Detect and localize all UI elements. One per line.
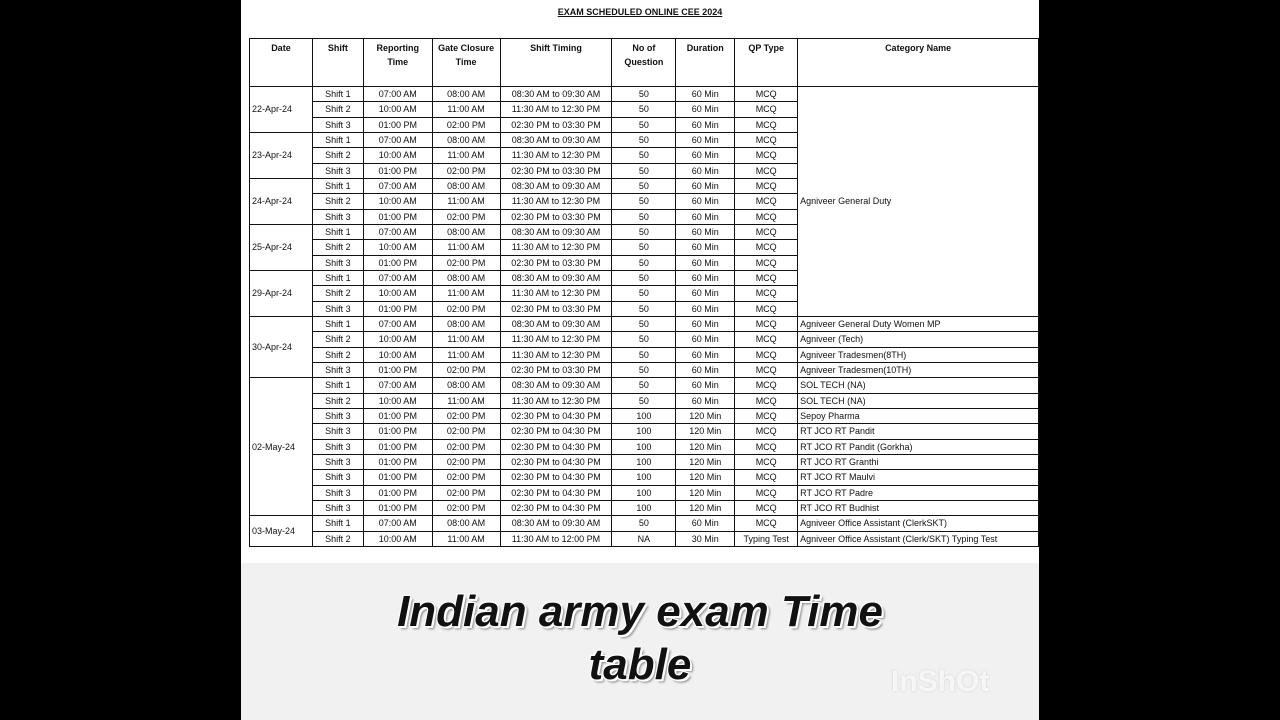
category-name-cell: Agniveer Office Assistant (ClerkSKT) — [798, 516, 1039, 531]
shift-cell: Shift 3 — [312, 439, 363, 454]
reporting-time-cell: 07:00 AM — [363, 316, 432, 331]
shift-cell: Shift 1 — [312, 316, 363, 331]
category-name-cell: RT JCO RT Pandit — [798, 424, 1039, 439]
reporting-time-cell: 10:00 AM — [363, 148, 432, 163]
reporting-time-cell: 01:00 PM — [363, 408, 432, 423]
gate-closure-time-cell: 02:00 PM — [432, 454, 500, 469]
duration-cell: 120 Min — [676, 454, 735, 469]
reporting-time-cell: 01:00 PM — [363, 454, 432, 469]
shift-timing-cell: 08:30 AM to 09:30 AM — [500, 378, 612, 393]
gate-closure-time-cell: 02:00 PM — [432, 117, 500, 132]
column-header: Gate Closure Time — [432, 39, 500, 87]
reporting-time-cell: 01:00 PM — [363, 485, 432, 500]
category-name-cell: Agniveer (Tech) — [798, 332, 1039, 347]
shift-cell: Shift 3 — [312, 454, 363, 469]
qp-type-cell: MCQ — [735, 454, 798, 469]
qp-type-cell: MCQ — [735, 102, 798, 117]
reporting-time-cell: 10:00 AM — [363, 332, 432, 347]
no-of-question-cell: 50 — [612, 87, 676, 102]
table-row — [250, 424, 1039, 439]
shift-cell: Shift 3 — [312, 362, 363, 377]
gate-closure-time-cell: 08:00 AM — [432, 516, 500, 531]
duration-cell: 120 Min — [676, 500, 735, 515]
shift-cell: Shift 3 — [312, 408, 363, 423]
no-of-question-cell: 100 — [612, 439, 676, 454]
shift-timing-cell: 02:30 PM to 04:30 PM — [500, 439, 612, 454]
gate-closure-time-cell: 02:00 PM — [432, 209, 500, 224]
no-of-question-cell: 50 — [612, 102, 676, 117]
date-cell: 29-Apr-24 — [250, 270, 313, 316]
qp-type-cell: MCQ — [735, 516, 798, 531]
duration-cell: 60 Min — [676, 270, 735, 285]
reporting-time-cell: 01:00 PM — [363, 362, 432, 377]
shift-timing-cell: 11:30 AM to 12:30 PM — [500, 332, 612, 347]
duration-cell: 60 Min — [676, 255, 735, 270]
qp-type-cell: Typing Test — [735, 531, 798, 546]
table-row — [250, 516, 1039, 531]
gate-closure-time-cell: 08:00 AM — [432, 316, 500, 331]
shift-cell: Shift 1 — [312, 132, 363, 147]
shift-timing-cell: 11:30 AM to 12:30 PM — [500, 240, 612, 255]
shift-cell: Shift 1 — [312, 516, 363, 531]
qp-type-cell: MCQ — [735, 255, 798, 270]
shift-cell: Shift 2 — [312, 240, 363, 255]
shift-cell: Shift 1 — [312, 378, 363, 393]
inshot-watermark: InShOt — [891, 665, 990, 698]
no-of-question-cell: 50 — [612, 255, 676, 270]
duration-cell: 60 Min — [676, 148, 735, 163]
reporting-time-cell: 01:00 PM — [363, 117, 432, 132]
shift-cell: Shift 3 — [312, 500, 363, 515]
reporting-time-cell: 07:00 AM — [363, 270, 432, 285]
gate-closure-time-cell: 08:00 AM — [432, 132, 500, 147]
caption-line-1: Indian army exam Time — [397, 587, 883, 636]
table-row — [250, 454, 1039, 469]
reporting-time-cell: 10:00 AM — [363, 286, 432, 301]
gate-closure-time-cell: 02:00 PM — [432, 470, 500, 485]
shift-timing-cell: 08:30 AM to 09:30 AM — [500, 316, 612, 331]
qp-type-cell: MCQ — [735, 332, 798, 347]
duration-cell: 30 Min — [676, 531, 735, 546]
column-header: No of Question — [612, 39, 676, 87]
reporting-time-cell: 07:00 AM — [363, 178, 432, 193]
qp-type-cell: MCQ — [735, 117, 798, 132]
shift-timing-cell: 11:30 AM to 12:30 PM — [500, 286, 612, 301]
shift-timing-cell: 02:30 PM to 03:30 PM — [500, 117, 612, 132]
date-cell: 03-May-24 — [250, 516, 313, 547]
qp-type-cell: MCQ — [735, 393, 798, 408]
category-name-cell: SOL TECH (NA) — [798, 378, 1039, 393]
gate-closure-time-cell: 11:00 AM — [432, 531, 500, 546]
reporting-time-cell: 10:00 AM — [363, 194, 432, 209]
qp-type-cell: MCQ — [735, 209, 798, 224]
no-of-question-cell: 50 — [612, 516, 676, 531]
category-name-cell: Sepoy Pharma — [798, 408, 1039, 423]
duration-cell: 60 Min — [676, 332, 735, 347]
gate-closure-time-cell: 02:00 PM — [432, 485, 500, 500]
table-row — [250, 316, 1039, 331]
duration-cell: 60 Min — [676, 132, 735, 147]
no-of-question-cell: 50 — [612, 178, 676, 193]
shift-timing-cell: 02:30 PM to 04:30 PM — [500, 408, 612, 423]
duration-cell: 60 Min — [676, 516, 735, 531]
reporting-time-cell: 07:00 AM — [363, 87, 432, 102]
gate-closure-time-cell: 02:00 PM — [432, 163, 500, 178]
duration-cell: 60 Min — [676, 117, 735, 132]
category-name-cell: RT JCO RT Budhist — [798, 500, 1039, 515]
reporting-time-cell: 07:00 AM — [363, 516, 432, 531]
qp-type-cell: MCQ — [735, 424, 798, 439]
reporting-time-cell: 01:00 PM — [363, 439, 432, 454]
duration-cell: 120 Min — [676, 408, 735, 423]
shift-timing-cell: 11:30 AM to 12:30 PM — [500, 194, 612, 209]
reporting-time-cell: 01:00 PM — [363, 255, 432, 270]
no-of-question-cell: 100 — [612, 470, 676, 485]
qp-type-cell: MCQ — [735, 378, 798, 393]
qp-type-cell: MCQ — [735, 408, 798, 423]
qp-type-cell: MCQ — [735, 178, 798, 193]
category-name-cell: Agniveer Tradesmen(10TH) — [798, 362, 1039, 377]
no-of-question-cell: 50 — [612, 393, 676, 408]
reporting-time-cell: 10:00 AM — [363, 240, 432, 255]
shift-timing-cell: 11:30 AM to 12:30 PM — [500, 148, 612, 163]
shift-timing-cell: 02:30 PM to 03:30 PM — [500, 362, 612, 377]
reporting-time-cell: 10:00 AM — [363, 531, 432, 546]
shift-timing-cell: 02:30 PM to 03:30 PM — [500, 255, 612, 270]
gate-closure-time-cell: 11:00 AM — [432, 286, 500, 301]
shift-timing-cell: 08:30 AM to 09:30 AM — [500, 224, 612, 239]
table-row — [250, 332, 1039, 347]
shift-cell: Shift 1 — [312, 87, 363, 102]
shift-timing-cell: 11:30 AM to 12:30 PM — [500, 102, 612, 117]
reporting-time-cell: 01:00 PM — [363, 301, 432, 316]
duration-cell: 60 Min — [676, 87, 735, 102]
gate-closure-time-cell: 11:00 AM — [432, 332, 500, 347]
no-of-question-cell: 50 — [612, 332, 676, 347]
exam-schedule-table — [249, 38, 1039, 547]
duration-cell: 60 Min — [676, 286, 735, 301]
shift-cell: Shift 2 — [312, 347, 363, 362]
shift-cell: Shift 2 — [312, 332, 363, 347]
shift-cell: Shift 2 — [312, 531, 363, 546]
duration-cell: 60 Min — [676, 102, 735, 117]
date-cell: 02-May-24 — [250, 378, 313, 516]
duration-cell: 60 Min — [676, 209, 735, 224]
qp-type-cell: MCQ — [735, 316, 798, 331]
no-of-question-cell: 50 — [612, 224, 676, 239]
column-header: Shift Timing — [500, 39, 612, 87]
duration-cell: 120 Min — [676, 470, 735, 485]
reporting-time-cell: 10:00 AM — [363, 102, 432, 117]
date-cell: 24-Apr-24 — [250, 178, 313, 224]
category-name-cell: Agniveer Tradesmen(8TH) — [798, 347, 1039, 362]
gate-closure-time-cell: 08:00 AM — [432, 378, 500, 393]
gate-closure-time-cell: 02:00 PM — [432, 362, 500, 377]
shift-cell: Shift 3 — [312, 209, 363, 224]
shift-timing-cell: 02:30 PM to 04:30 PM — [500, 454, 612, 469]
duration-cell: 60 Min — [676, 316, 735, 331]
gate-closure-time-cell: 11:00 AM — [432, 347, 500, 362]
no-of-question-cell: 50 — [612, 362, 676, 377]
qp-type-cell: MCQ — [735, 87, 798, 102]
category-name-cell: Agniveer General Duty — [798, 87, 1039, 317]
no-of-question-cell: 50 — [612, 209, 676, 224]
caption-line-2: table — [588, 640, 692, 689]
gate-closure-time-cell: 08:00 AM — [432, 87, 500, 102]
shift-timing-cell: 02:30 PM to 04:30 PM — [500, 500, 612, 515]
reporting-time-cell: 07:00 AM — [363, 224, 432, 239]
shift-cell: Shift 3 — [312, 470, 363, 485]
duration-cell: 60 Min — [676, 362, 735, 377]
column-header: Date — [250, 39, 313, 87]
duration-cell: 120 Min — [676, 439, 735, 454]
reporting-time-cell: 07:00 AM — [363, 132, 432, 147]
gate-closure-time-cell: 02:00 PM — [432, 301, 500, 316]
no-of-question-cell: NA — [612, 531, 676, 546]
duration-cell: 60 Min — [676, 163, 735, 178]
no-of-question-cell: 50 — [612, 132, 676, 147]
qp-type-cell: MCQ — [735, 163, 798, 178]
shift-timing-cell: 02:30 PM to 04:30 PM — [500, 470, 612, 485]
date-cell: 22-Apr-24 — [250, 87, 313, 133]
category-name-cell: Agniveer General Duty Women MP — [798, 316, 1039, 331]
shift-timing-cell: 08:30 AM to 09:30 AM — [500, 516, 612, 531]
gate-closure-time-cell: 08:00 AM — [432, 270, 500, 285]
no-of-question-cell: 50 — [612, 347, 676, 362]
category-name-cell: RT JCO RT Granthi — [798, 454, 1039, 469]
shift-timing-cell: 11:30 AM to 12:30 PM — [500, 347, 612, 362]
duration-cell: 60 Min — [676, 393, 735, 408]
no-of-question-cell: 50 — [612, 148, 676, 163]
no-of-question-cell: 100 — [612, 485, 676, 500]
no-of-question-cell: 100 — [612, 408, 676, 423]
shift-timing-cell: 02:30 PM to 03:30 PM — [500, 163, 612, 178]
reporting-time-cell: 01:00 PM — [363, 209, 432, 224]
column-header: Reporting Time — [363, 39, 432, 87]
shift-timing-cell: 08:30 AM to 09:30 AM — [500, 270, 612, 285]
shift-timing-cell: 08:30 AM to 09:30 AM — [500, 178, 612, 193]
table-row — [250, 378, 1039, 393]
duration-cell: 120 Min — [676, 485, 735, 500]
shift-cell: Shift 3 — [312, 117, 363, 132]
no-of-question-cell: 50 — [612, 240, 676, 255]
qp-type-cell: MCQ — [735, 240, 798, 255]
gate-closure-time-cell: 11:00 AM — [432, 148, 500, 163]
table-row — [250, 87, 1039, 102]
reporting-time-cell: 01:00 PM — [363, 470, 432, 485]
no-of-question-cell: 50 — [612, 316, 676, 331]
gate-closure-time-cell: 11:00 AM — [432, 194, 500, 209]
no-of-question-cell: 50 — [612, 163, 676, 178]
qp-type-cell: MCQ — [735, 270, 798, 285]
column-header: Shift — [312, 39, 363, 87]
table-row — [250, 408, 1039, 423]
no-of-question-cell: 100 — [612, 454, 676, 469]
shift-cell: Shift 2 — [312, 194, 363, 209]
shift-cell: Shift 2 — [312, 393, 363, 408]
category-name-cell: RT JCO RT Maulvi — [798, 470, 1039, 485]
duration-cell: 60 Min — [676, 178, 735, 193]
shift-cell: Shift 3 — [312, 163, 363, 178]
reporting-time-cell: 10:00 AM — [363, 347, 432, 362]
reporting-time-cell: 01:00 PM — [363, 500, 432, 515]
qp-type-cell: MCQ — [735, 347, 798, 362]
table-row — [250, 485, 1039, 500]
qp-type-cell: MCQ — [735, 132, 798, 147]
qp-type-cell: MCQ — [735, 286, 798, 301]
shift-cell: Shift 2 — [312, 102, 363, 117]
document-title: EXAM SCHEDULED ONLINE CEE 2024 — [557, 7, 723, 17]
duration-cell: 60 Min — [676, 378, 735, 393]
table-row — [250, 393, 1039, 408]
table-row — [250, 470, 1039, 485]
reporting-time-cell: 07:00 AM — [363, 378, 432, 393]
shift-timing-cell: 02:30 PM to 03:30 PM — [500, 209, 612, 224]
shift-timing-cell: 02:30 PM to 03:30 PM — [500, 301, 612, 316]
shift-cell: Shift 1 — [312, 178, 363, 193]
table-row — [250, 439, 1039, 454]
shift-timing-cell: 08:30 AM to 09:30 AM — [500, 132, 612, 147]
shift-cell: Shift 3 — [312, 301, 363, 316]
gate-closure-time-cell: 11:00 AM — [432, 102, 500, 117]
qp-type-cell: MCQ — [735, 470, 798, 485]
gate-closure-time-cell: 02:00 PM — [432, 439, 500, 454]
date-cell: 30-Apr-24 — [250, 316, 313, 377]
qp-type-cell: MCQ — [735, 194, 798, 209]
qp-type-cell: MCQ — [735, 485, 798, 500]
shift-cell: Shift 3 — [312, 485, 363, 500]
qp-type-cell: MCQ — [735, 301, 798, 316]
date-cell: 25-Apr-24 — [250, 224, 313, 270]
reporting-time-cell: 01:00 PM — [363, 163, 432, 178]
document-frame — [241, 0, 1039, 720]
reporting-time-cell: 01:00 PM — [363, 424, 432, 439]
shift-cell: Shift 3 — [312, 424, 363, 439]
category-name-cell: SOL TECH (NA) — [798, 393, 1039, 408]
qp-type-cell: MCQ — [735, 500, 798, 515]
table-row — [250, 531, 1039, 546]
qp-type-cell: MCQ — [735, 224, 798, 239]
column-header: Category Name — [798, 39, 1039, 87]
date-cell: 23-Apr-24 — [250, 132, 313, 178]
duration-cell: 60 Min — [676, 194, 735, 209]
gate-closure-time-cell: 02:00 PM — [432, 500, 500, 515]
shift-timing-cell: 02:30 PM to 04:30 PM — [500, 485, 612, 500]
shift-cell: Shift 2 — [312, 148, 363, 163]
reporting-time-cell: 10:00 AM — [363, 393, 432, 408]
qp-type-cell: MCQ — [735, 439, 798, 454]
duration-cell: 60 Min — [676, 240, 735, 255]
gate-closure-time-cell: 02:00 PM — [432, 255, 500, 270]
qp-type-cell: MCQ — [735, 148, 798, 163]
qp-type-cell: MCQ — [735, 362, 798, 377]
no-of-question-cell: 100 — [612, 500, 676, 515]
shift-timing-cell: 11:30 AM to 12:00 PM — [500, 531, 612, 546]
table-row — [250, 362, 1039, 377]
gate-closure-time-cell: 11:00 AM — [432, 240, 500, 255]
no-of-question-cell: 50 — [612, 378, 676, 393]
shift-cell: Shift 1 — [312, 270, 363, 285]
no-of-question-cell: 100 — [612, 424, 676, 439]
duration-cell: 120 Min — [676, 424, 735, 439]
gate-closure-time-cell: 08:00 AM — [432, 224, 500, 239]
shift-cell: Shift 1 — [312, 224, 363, 239]
table-row — [250, 347, 1039, 362]
duration-cell: 60 Min — [676, 224, 735, 239]
table-header-row — [250, 39, 1039, 87]
column-header: Duration — [676, 39, 735, 87]
category-name-cell: RT JCO RT Pandit (Gorkha) — [798, 439, 1039, 454]
shift-cell: Shift 3 — [312, 255, 363, 270]
category-name-cell: RT JCO RT Padre — [798, 485, 1039, 500]
shift-cell: Shift 2 — [312, 286, 363, 301]
gate-closure-time-cell: 11:00 AM — [432, 393, 500, 408]
column-header: QP Type — [735, 39, 798, 87]
category-name-cell: Agniveer Office Assistant (Clerk/SKT) Typing Test — [798, 531, 1039, 546]
no-of-question-cell: 50 — [612, 270, 676, 285]
shift-timing-cell: 08:30 AM to 09:30 AM — [500, 87, 612, 102]
no-of-question-cell: 50 — [612, 117, 676, 132]
no-of-question-cell: 50 — [612, 301, 676, 316]
gate-closure-time-cell: 02:00 PM — [432, 408, 500, 423]
table-row — [250, 500, 1039, 515]
gate-closure-time-cell: 08:00 AM — [432, 178, 500, 193]
duration-cell: 60 Min — [676, 301, 735, 316]
no-of-question-cell: 50 — [612, 194, 676, 209]
duration-cell: 60 Min — [676, 347, 735, 362]
no-of-question-cell: 50 — [612, 286, 676, 301]
gate-closure-time-cell: 02:00 PM — [432, 424, 500, 439]
shift-timing-cell: 02:30 PM to 04:30 PM — [500, 424, 612, 439]
shift-timing-cell: 11:30 AM to 12:30 PM — [500, 393, 612, 408]
